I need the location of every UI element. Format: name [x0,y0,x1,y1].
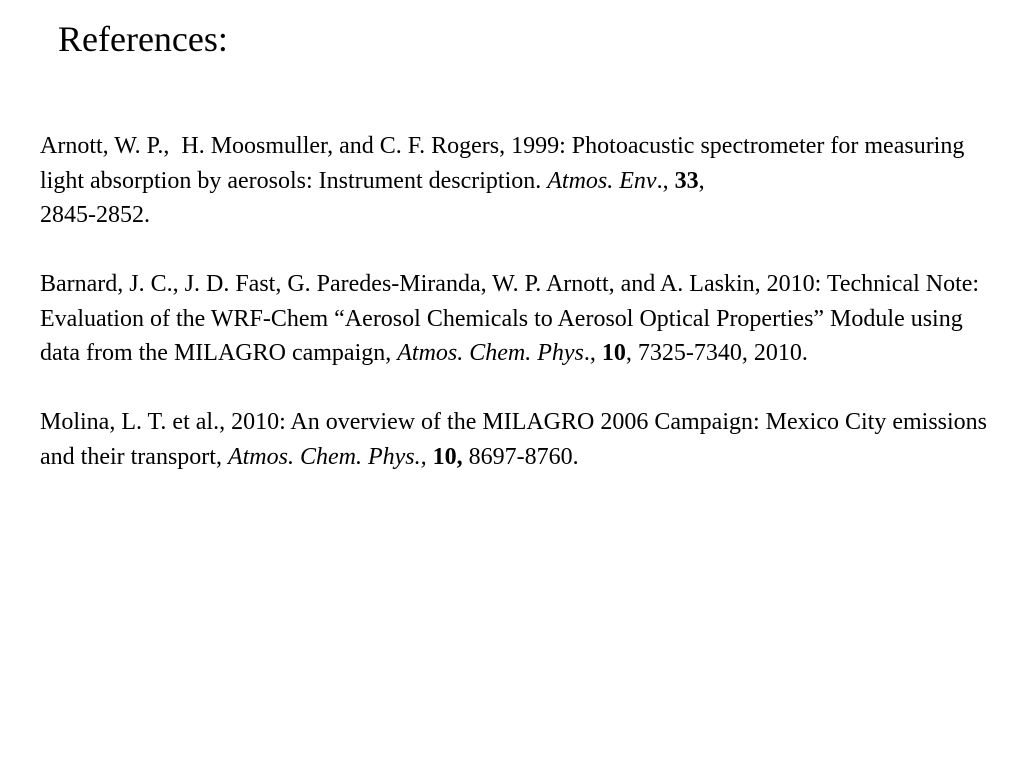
reference-pages: 8697-8760. [462,443,579,470]
reference-separator: , [698,167,705,194]
reference-volume: 10 [601,340,626,366]
reference-text: Barnard, J. C., J. D. Fast, G. Paredes-Miranda, W. P. Arnott, and A. Laskin, 2010: Technical Note: Evaluation of the WRF-Chem “Aerosol Chemicals to Aerosol Optical Properties” Module using data from the MILAGRO campaign, [40,271,986,366]
slide-title: References: [58,19,228,59]
reference-item-barnard [40,267,1008,371]
reference-volume: 10, [432,443,463,470]
reference-pages: , 7325-7340, 2010. [625,340,808,366]
reference-list [40,129,1008,509]
reference-separator: ., [583,340,602,366]
reference-text: Molina, L. T. et al., 2010: An overview of the MILAGRO 2006 Campaign: Mexico City emissions and their transport, [40,409,994,470]
reference-journal: Atmos. Env [547,167,657,194]
reference-pages: 2845-2852. [40,202,150,228]
reference-journal: Atmos. Chem. Phys., [227,443,427,470]
reference-item-arnott [40,129,1008,233]
reference-separator: ., [656,167,675,194]
reference-text: Arnott, W. P., H. Moosmuller, and C. F. Rogers, 1999: Photoacustic spectrometer for measuring light absorption by aerosols: Instrument description. [40,133,971,194]
reference-volume: 33 [674,167,699,194]
reference-item-molina [40,405,1008,474]
reference-journal: Atmos. Chem. Phys [397,340,584,366]
